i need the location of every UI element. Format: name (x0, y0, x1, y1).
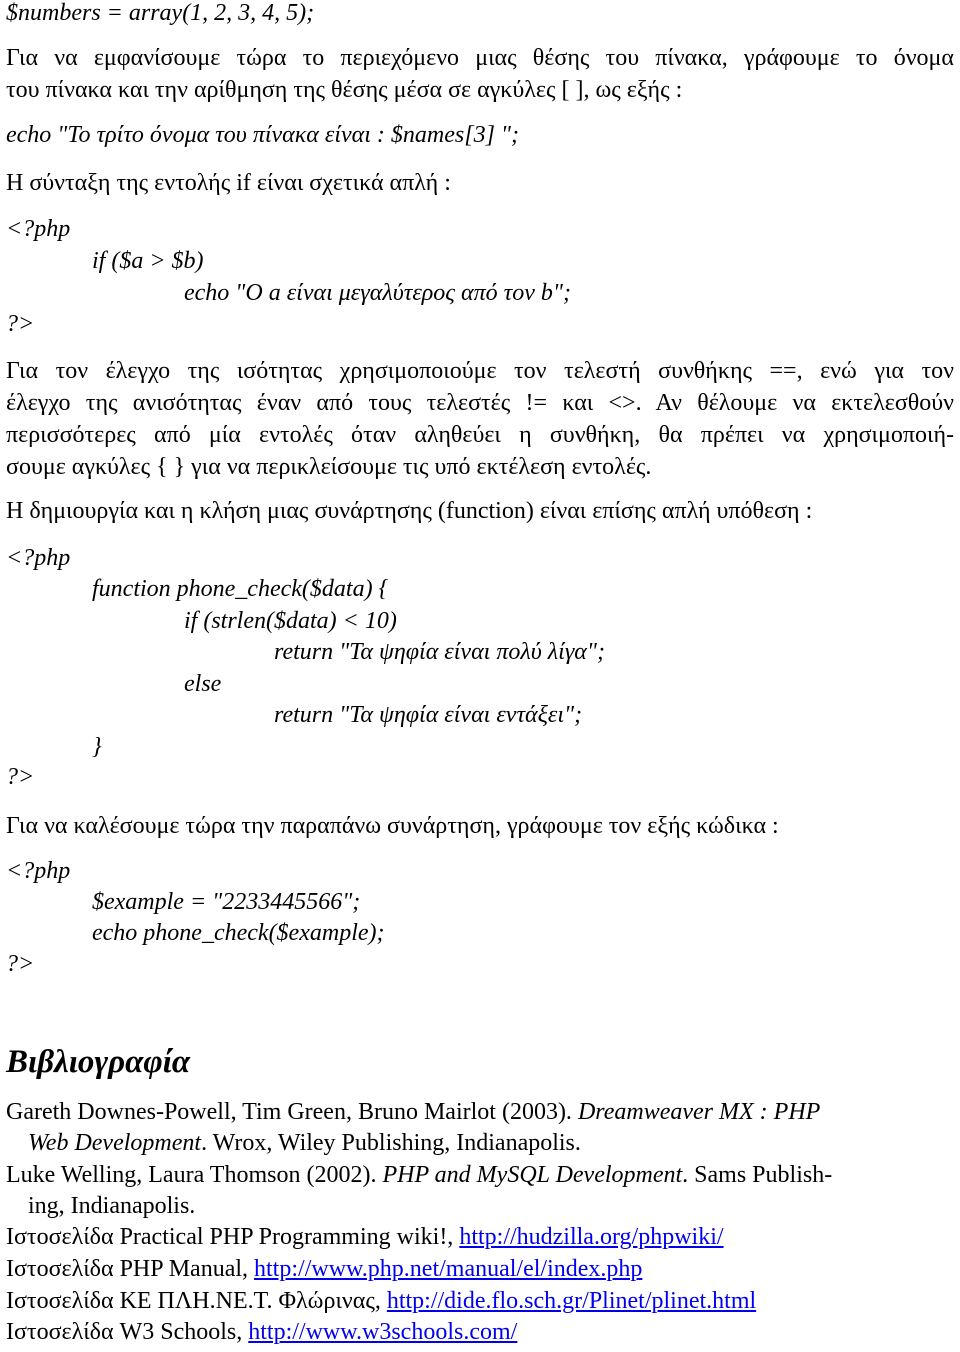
reference-6-link[interactable]: http://www.w3schools.com/ (248, 1319, 518, 1345)
reference-6-text: Ιστοσελίδα W3 Schools, (6, 1319, 249, 1345)
reference-2-publisher: . Sams Publish- (682, 1162, 833, 1188)
paragraph-operators-line-3: περισσότερες από μία εντολές όταν αληθεύει η συνθήκη, θα πρέπει να χρησιμοποιή- (6, 422, 954, 448)
reference-1-title: Dreamweaver MX : PHP (577, 1099, 821, 1125)
code-php-close: ?> (6, 764, 35, 790)
reference-3-link[interactable]: http://hudzilla.org/phpwiki/ (459, 1224, 724, 1250)
reference-1-authors: Gareth Downes-Powell, Tim Green, Bruno Mairlot (2003). (6, 1099, 578, 1125)
code-echo-names: echo "Το τρίτο όνομα του πίνακα είναι : $names[3] "; (6, 122, 519, 148)
reference-2-title: PHP and MySQL Development (382, 1162, 683, 1188)
reference-2-line-1 (6, 1160, 954, 1190)
code-php-close: ?> (6, 311, 35, 337)
reference-4-link[interactable]: http://www.php.net/manual/el/index.php (254, 1256, 643, 1282)
reference-4 (6, 1254, 954, 1284)
code-array: $numbers = array(1, 2, 3, 4, 5); (6, 0, 315, 26)
code-function-decl: function phone_check($data) { (92, 576, 389, 602)
reference-3 (6, 1222, 954, 1252)
code-php-open: <?php (6, 545, 71, 571)
code-php-open: <?php (6, 858, 71, 884)
bibliography-heading: Βιβλιογραφία (6, 1044, 191, 1080)
reference-5-link[interactable]: http://dide.flo.sch.gr/Plinet/plinet.html (386, 1288, 757, 1314)
code-echo-call: echo phone_check($example); (92, 920, 385, 946)
code-else: else (184, 671, 222, 697)
code-echo-line: echo "Ο a είναι μεγαλύτερος από τον b"; (184, 280, 571, 306)
paragraph-if-intro: Η σύνταξη της εντολής if είναι σχετικά απλή : (6, 170, 451, 196)
reference-1-title-cont: Web Development (28, 1130, 202, 1156)
paragraph-operators-line-4: σουμε αγκύλες { } για να περικλείσουμε τις υπό εκτέλεση εντολές. (6, 454, 652, 480)
paragraph-call-intro: Για να καλέσουμε τώρα την παραπάνω συνάρτηση, γράφουμε τον εξής κώδικα : (6, 813, 779, 839)
code-close-brace: } (92, 734, 102, 760)
reference-2-line-2: ing, Indianapolis. (28, 1193, 196, 1219)
reference-5-text: Ιστοσελίδα ΚΕ ΠΛΗ.ΝΕ.Τ. Φλώρινας, (6, 1288, 387, 1314)
code-return-few: return "Τα ψηφία είναι πολύ λίγα"; (274, 639, 605, 665)
code-if-strlen: if (strlen($data) < 10) (184, 608, 397, 634)
paragraph-array-line-2: του πίνακα και την αρίθμηση της θέσης μέσα σε αγκύλες [ ], ως εξής : (6, 77, 683, 103)
code-if-line: if ($a > $b) (92, 248, 204, 274)
reference-4-text: Ιστοσελίδα PHP Manual, (6, 1256, 255, 1282)
reference-1-line-1 (6, 1097, 954, 1127)
code-php-close: ?> (6, 951, 35, 977)
paragraph-array-line-1: Για να εμφανίσουμε τώρα το περιεχόμενο μιας θέσης του πίνακα, γράφουμε το όνομα (6, 45, 954, 71)
code-php-open: <?php (6, 216, 71, 242)
reference-1-line-2 (28, 1128, 954, 1158)
reference-1-publisher: . Wrox, Wiley Publishing, Indianapolis. (201, 1130, 581, 1156)
code-example-assign: $example = "2233445566"; (92, 889, 361, 915)
paragraph-function-intro: Η δημιουργία και η κλήση μιας συνάρτησης (function) είναι επίσης απλή υπόθεση : (6, 498, 813, 524)
reference-2-authors: Luke Welling, Laura Thomson (2002). (6, 1162, 383, 1188)
paragraph-operators-line-2: έλεγχο της ανισότητας έναν από τους τελεστές != και <>. Αν θέλουμε να εκτελεσθούν (6, 390, 954, 416)
reference-3-text: Ιστοσελίδα Practical PHP Programming wiki!, (6, 1224, 460, 1250)
reference-6 (6, 1317, 954, 1347)
reference-5 (6, 1286, 954, 1316)
paragraph-operators-line-1: Για τον έλεγχο της ισότητας χρησιμοποιούμε τον τελεστή συνθήκης ==, ενώ για τον (6, 358, 954, 384)
code-return-ok: return "Τα ψηφία είναι εντάξει"; (274, 702, 583, 728)
